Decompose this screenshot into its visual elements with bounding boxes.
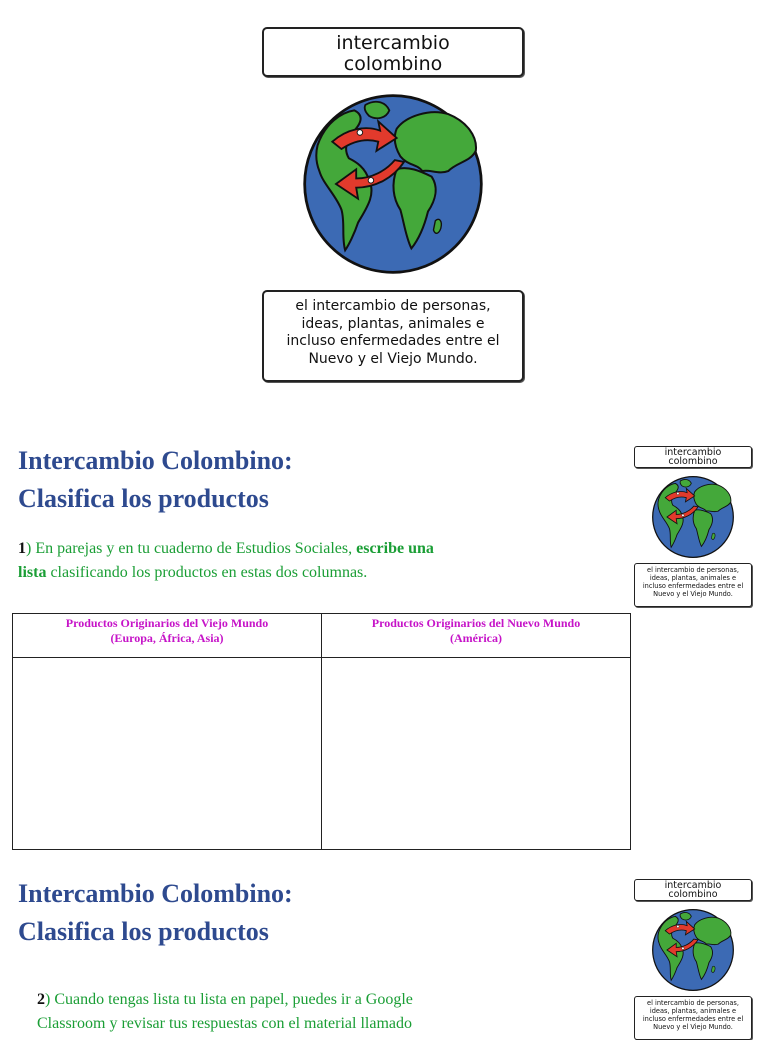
graphic-description-line-3: incluso enfermedades entre el: [286, 333, 500, 349]
column-old-world-header: [13, 614, 322, 658]
slide1-instruction-text-1: ) En parejas y en tu cuaderno de Estudios Sociales,: [26, 540, 357, 557]
slide1-heading-line-1: Intercambio Colombino:: [18, 446, 293, 475]
thumb2-title-line-2: colombino: [668, 889, 718, 900]
slide2-instruction-line-2: Classroom y revisar tus respuestas con el material llamado: [37, 1015, 413, 1032]
classification-table: [12, 613, 631, 850]
old-world-header-line-2: (Europa, África, Asia): [110, 631, 224, 645]
slide1-instruction-text-2: clasificando los productos en estas dos columnas.: [46, 564, 368, 581]
slide1-heading: [18, 442, 293, 518]
thumb2-desc-line-3: incluso enfermedades entre el: [642, 1015, 744, 1023]
thumb1-description-box: [634, 563, 752, 607]
thumb2-desc-line-4: Nuevo y el Viejo Mundo.: [653, 1023, 733, 1031]
slide1-instruction-line-2: [18, 561, 434, 585]
old-world-header-line-1: Productos Originarios del Viejo Mundo: [65, 616, 269, 630]
slide2-heading-line-2: Clasifica los productos: [18, 917, 269, 946]
thumb1-desc-line-3: incluso enfermedades entre el: [642, 582, 744, 590]
new-world-header-line-2: (América): [450, 631, 502, 645]
thumb1-desc-line-2: ideas, plantas, animales e: [649, 574, 737, 582]
thumb1-title-line-1: intercambio: [664, 447, 722, 458]
slide1-instruction-line-1: [18, 537, 434, 561]
slide2-heading: [18, 875, 293, 951]
thumb2-desc-line-1: el intercambio de personas,: [647, 999, 739, 1007]
slide2-instruction-text-1: ) Cuando tengas lista tu lista en papel, puedes ir a Google: [45, 991, 413, 1008]
graphic-title-box: [262, 27, 524, 77]
thumb1-desc-line-1: el intercambio de personas,: [647, 566, 739, 574]
thumb2-desc-line-2: ideas, plantas, animales e: [649, 1007, 737, 1015]
slide1-instruction-number: 1: [18, 540, 26, 557]
slide1-instruction: [18, 537, 434, 585]
slide1-instruction-bold-1: escribe una: [356, 540, 434, 557]
slide2-heading-line-1: Intercambio Colombino:: [18, 879, 293, 908]
new-world-header-line-1: Productos Originarios del Nuevo Mundo: [371, 616, 581, 630]
thumb2-title-line-1: intercambio: [664, 880, 722, 891]
thumb1-title-box: [634, 446, 752, 468]
globe-illustration: [301, 92, 485, 276]
graphic-description-line-4: Nuevo y el Viejo Mundo.: [308, 350, 478, 367]
new-world-cell[interactable]: [322, 658, 631, 850]
slide1-heading-line-2: Clasifica los productos: [18, 484, 269, 513]
slide2-instruction: [37, 988, 413, 1036]
column-new-world-header: [322, 614, 631, 658]
graphic-description-line-2: ideas, plantas, animales e: [301, 315, 485, 332]
thumb1-desc-line-4: Nuevo y el Viejo Mundo.: [653, 590, 733, 598]
graphic-title-line-2: colombino: [343, 53, 443, 75]
slide2-instruction-number: 2: [37, 991, 45, 1008]
old-world-cell[interactable]: [13, 658, 322, 850]
slide2-instruction-line-1: [37, 988, 413, 1012]
table-body-row: [13, 658, 631, 850]
thumb2-description-box: [634, 996, 752, 1040]
slide1-instruction-bold-2: lista: [18, 564, 47, 581]
thumb1-title-line-2: colombino: [668, 456, 718, 467]
table-header-row: [13, 614, 631, 658]
thumb1-globe: [651, 475, 735, 559]
graphic-description-line-1: el intercambio de personas,: [295, 298, 491, 314]
graphic-description-box: [262, 290, 524, 382]
thumb2-title-box: [634, 879, 752, 901]
graphic-title-line-1: intercambio: [336, 32, 450, 54]
thumb2-globe: [651, 908, 735, 992]
